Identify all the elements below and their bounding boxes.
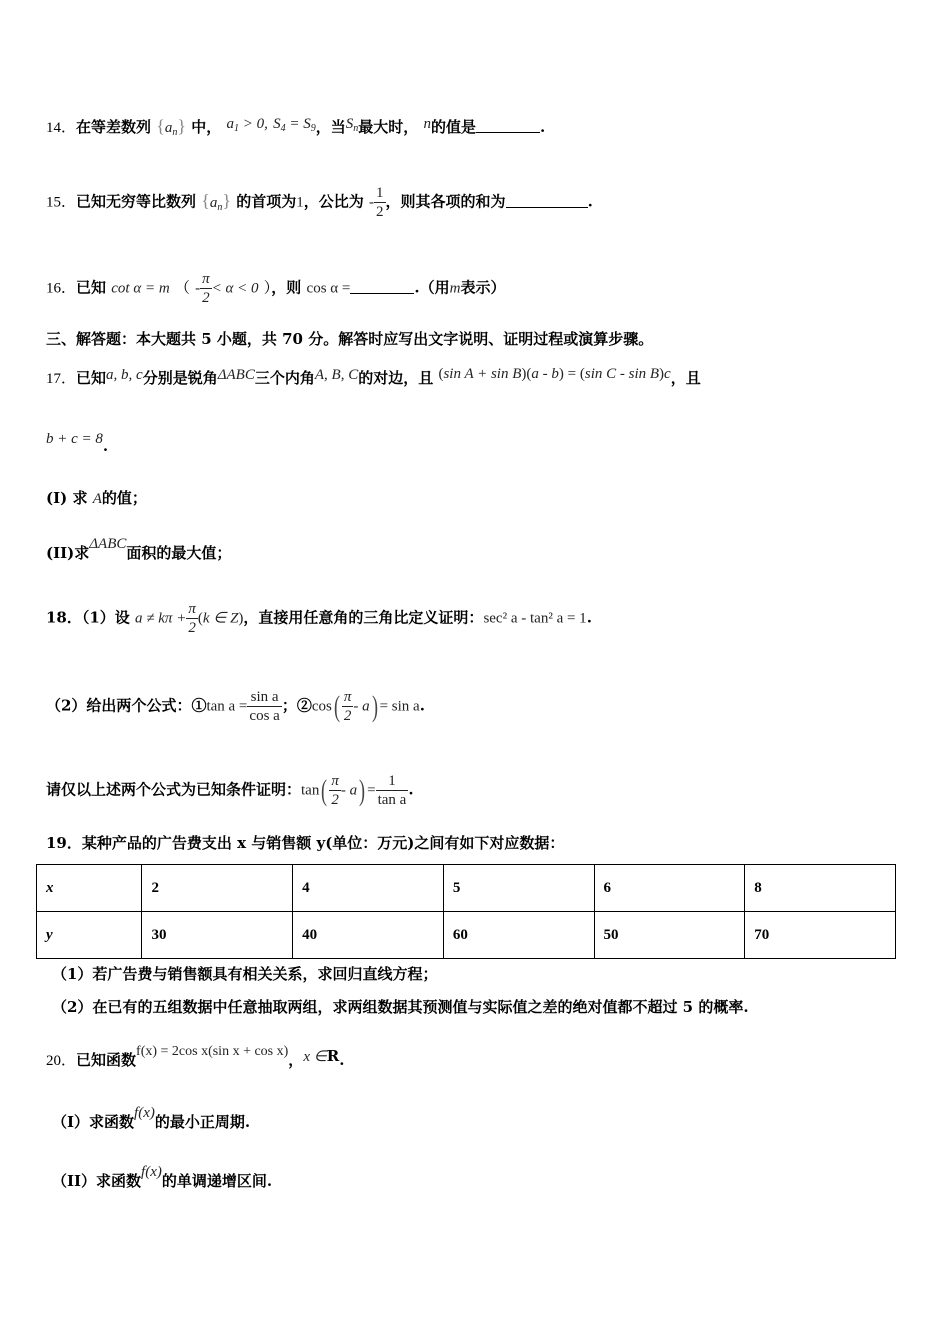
q17-condition: b + c = 8. [46,431,109,455]
q20-part2: （II）求函数f(x)的单调递增区间. [52,1164,273,1190]
pi-half-fraction: $\frac{\pi}{2}$ [202,271,210,306]
q19-part2: （2）在已有的五组数据中任意抽取两组，求两组数据其预测值与实际值之差的绝对值都不超过 5 的概率. [52,998,749,1016]
table-row: y 30 40 60 50 70 [37,912,896,959]
table-row: x 2 4 5 6 8 [37,865,896,912]
q20-line: 20．已知函数f(x) = 2cos x(sin x + cos x)，x ∈R. [46,1044,345,1069]
left-brace: { [156,116,165,136]
q19-text: 19．某种产品的广告费支出 x 与销售额 y(单位：万元)之间有如下对应数据： [46,834,565,852]
q18-part2: （2）给出两个公式：①tan a = $\frac{\text{sin a}}{\text{cos a}}$ ；②cos( $\frac{\pi}{2}$ - a) = sin a. [46,689,425,724]
right-brace: } [177,116,187,136]
q18-part1: 18．（1）设 a ≠ kπ + $\frac{\pi}{2}$ (k ∈ Z)，直接用任意角的三角比定义证明：sec² a - tan² a = 1. [46,601,592,636]
q19-part1: （1）若广告费与销售额具有相关关系，求回归直线方程； [52,965,438,983]
q14-line: 14．在等差数列 $\{a_n\}$ 中， $a_1 > 0$, $S_4 = S_9$，当$S_n$最大时， n的值是 . [46,116,546,138]
q15-line: 15．已知无穷等比数列 $\{a_n\}$ 的首项为1，公比为 - $\frac{1}{2}$ ，则其各项的和为 . [46,185,593,220]
q17-part2: (II)求ΔABC面积的最大值； [46,536,232,562]
q17-line: 17．已知a, b, c分别是锐角ΔABC三个内角A, B, C的对边，且 (sin A + sin B)(a - b) = (sin C - sin B)c，且 [46,366,701,387]
q17-part1: (I) 求 A的值； [46,489,147,507]
q16-line: 16．已知 cot α = m （ - $\frac{\pi}{2}$ < α < 0 ），则 cos α = .（用m表示） [46,271,506,306]
data-table [36,864,896,959]
q18-part3: 请仅以上述两个公式为已知条件证明：tan( $\frac{\pi}{2}$ - a) = $\frac{1}{\text{tan a}}$ . [46,773,414,808]
answer-blank[interactable] [350,279,414,294]
answer-blank[interactable] [506,193,588,208]
ratio-fraction: $\frac{1}{2}$ [376,185,384,220]
q20-part1: （I）求函数f(x)的最小正周期. [52,1105,251,1131]
section-heading: 三、解答题：本大题共 5 小题，共 70 分。解答时应写出文字说明、证明过程或演算步骤。 [46,330,654,348]
answer-blank[interactable] [476,118,540,133]
tan-fraction: $\frac{\text{sin a}}{\text{cos a}}$ [249,689,280,724]
